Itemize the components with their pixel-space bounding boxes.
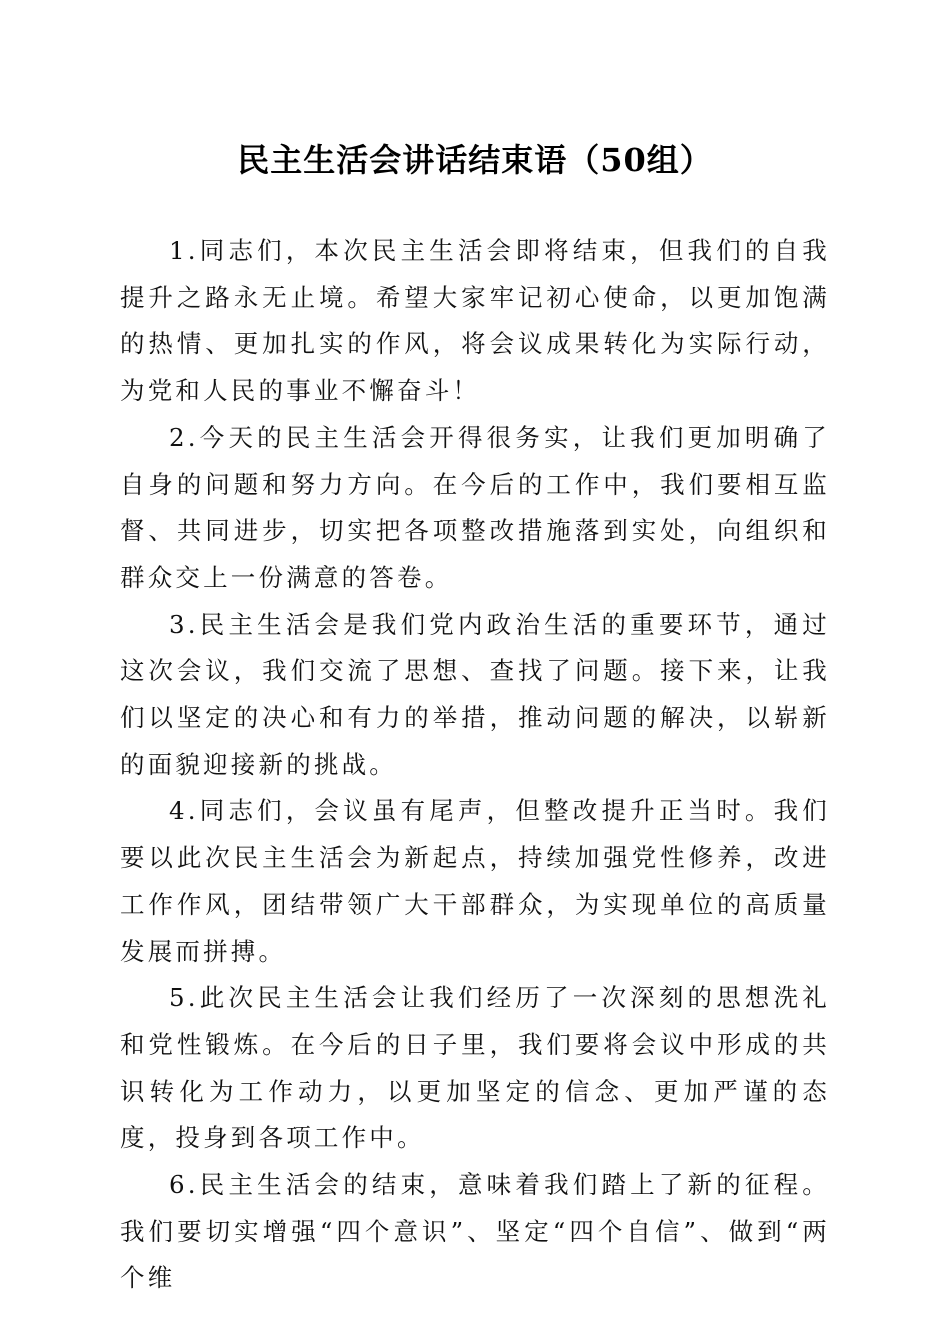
paragraph-4: 4.同志们，会议虽有尾声，但整改提升正当时。我们要以此次民主生活会为新起点，持续加强党性修养，改进工作作风，团结带领广大干部群众，为实现单位的高质量发展而拼搏。	[120, 796, 830, 966]
paragraph-2: 2.今天的民主生活会开得很务实，让我们更加明确了自身的问题和努力方向。在今后的工作中，我们要相互监督、共同进步，切实把各项整改措施落到实处，向组织和群众交上一份满意的答卷。	[120, 422, 830, 592]
document-title: 民主生活会讲话结束语（50组）	[237, 141, 713, 179]
paragraph-1: 1.同志们，本次民主生活会即将结束，但我们的自我提升之路永无止境。希望大家牢记初心使命，以更加饱满的热情、更加扎实的作风，将会议成果转化为实际行动，为党和人民的事业不懈奋斗！	[120, 236, 830, 406]
paragraph-5: 5.此次民主生活会让我们经历了一次深刻的思想洗礼和党性锻炼。在今后的日子里，我们要将会议中形成的共识转化为工作动力，以更加坚定的信念、更加严谨的态度，投身到各项工作中。	[120, 983, 830, 1153]
paragraph-3: 3.民主生活会是我们党内政治生活的重要环节，通过这次会议，我们交流了思想、查找了问题。接下来，让我们以坚定的决心和有力的举措，推动问题的解决，以崭新的面貌迎接新的挑战。	[120, 609, 830, 779]
paragraph-6: 6.民主生活会的结束，意味着我们踏上了新的征程。我们要切实增强“四个意识”、坚定“四个自信”、做到“两个维	[120, 1170, 830, 1293]
document-body	[120, 228, 830, 1302]
